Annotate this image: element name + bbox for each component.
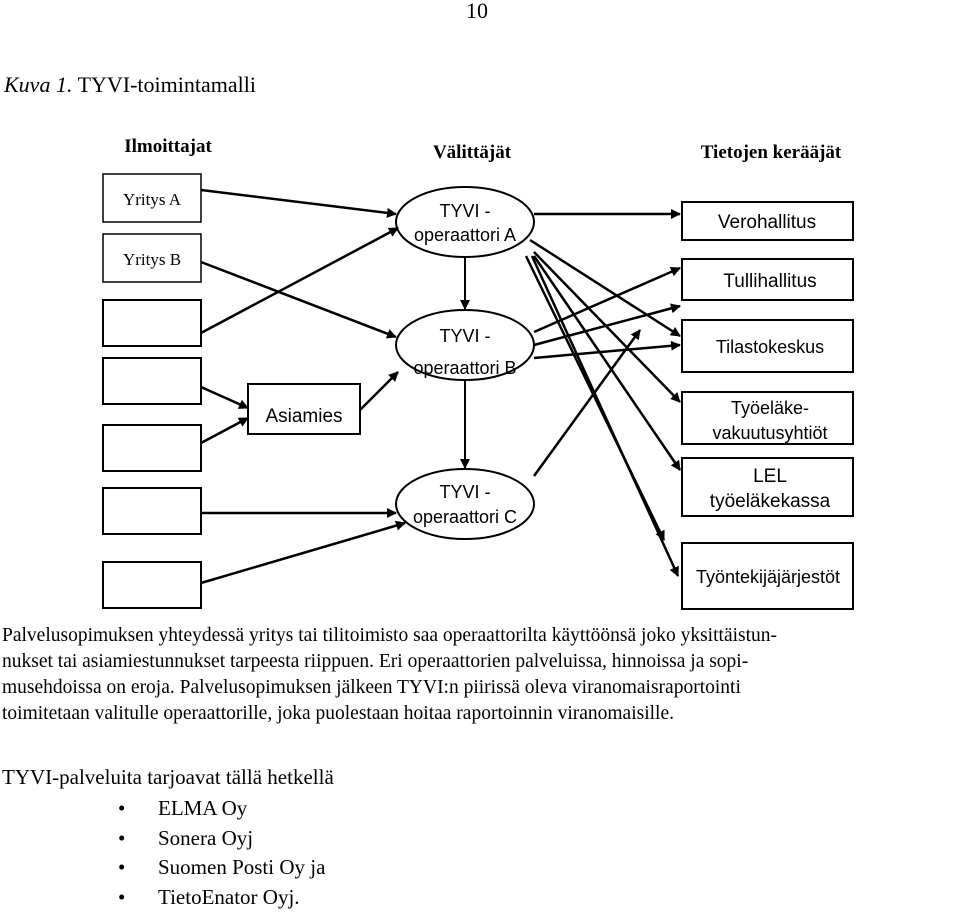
- collector-label-line2: vakuutusyhtiöt: [712, 423, 827, 443]
- collector-lel-tyoelakekassa: [682, 458, 853, 516]
- agent-box: [248, 384, 360, 434]
- collector-label: Tullihallitus: [723, 271, 816, 292]
- reporter-box-yritys-b: [103, 234, 201, 282]
- operator-a-line1: TYVI -: [439, 201, 490, 221]
- bullet-icon: •: [118, 883, 125, 912]
- operator-c: [396, 469, 534, 539]
- list-item: [118, 824, 325, 854]
- collector-label-line2: työeläkekassa: [710, 491, 831, 512]
- services-list: [118, 794, 325, 912]
- reporter-box-empty: [103, 300, 201, 346]
- bullet-icon: •: [118, 853, 125, 883]
- paragraph-line: musehdoissa on eroja. Palvelusopimuksen jälkeen TYVI:n piirissä oleva viranomaisraportointi: [2, 675, 957, 701]
- operator-a-line2: operaattori A: [414, 225, 516, 245]
- service-provider: ELMA Oy: [158, 796, 247, 820]
- collector-label-line1: LEL: [753, 466, 787, 487]
- arrow-operator-a-to-tyontekijajarjestot-long: [532, 256, 678, 576]
- list-item: [118, 794, 325, 824]
- operator-c-line1: TYVI -: [439, 482, 490, 502]
- arrow-reporter-to-operator-c: [201, 523, 405, 583]
- collector-tyoelakevakuutusyhtiot: [682, 392, 853, 444]
- arrow-operator-b-to-tyoelakevakuutusyhtiot: [534, 306, 680, 345]
- bullet-icon: •: [118, 824, 125, 854]
- arrow-agent-to-operator-b: [360, 372, 398, 410]
- list-item: [118, 883, 325, 912]
- paragraph-line: Palvelusopimuksen yhteydessä yritys tai tilitoimisto saa operaattorilta käyttöönsä joko yksittäistun-: [2, 623, 957, 649]
- services-heading: TYVI-palveluita tarjoavat tällä hetkellä: [2, 765, 334, 790]
- reporter-label: Yritys B: [123, 250, 181, 269]
- operator-a: [396, 187, 534, 257]
- arrow-operator-a-to-tilastokeskus: [530, 240, 680, 336]
- collector-label: Työntekijäjärjestöt: [696, 567, 840, 587]
- operator-b-line2: operaattori B: [413, 358, 516, 378]
- reporter-box-empty: [103, 562, 201, 608]
- header-intermediaries: Välittäjät: [433, 142, 512, 163]
- service-provider: TietoEnator Oyj.: [158, 885, 300, 909]
- collector-label: Tilastokeskus: [716, 337, 824, 357]
- reporter-box-yritys-a: [103, 174, 201, 222]
- bullet-icon: •: [118, 794, 125, 824]
- agent-label: Asiamies: [265, 406, 342, 427]
- list-item: [118, 853, 325, 883]
- arrow-reporter-to-agent: [201, 387, 248, 408]
- operator-c-line2: operaattori C: [413, 507, 517, 527]
- arrow-reporter-to-operator-a: [201, 228, 398, 333]
- arrow-yritys-b-to-operator-b: [201, 262, 396, 337]
- service-provider: Suomen Posti Oy ja: [158, 855, 325, 879]
- paragraph-line: toimitetaan valitulle operaattorille, joka puolestaan hoitaa raportoinnin viranomaisille.: [2, 701, 957, 727]
- body-paragraph: [2, 623, 957, 727]
- header-reporters: Ilmoittajat: [124, 136, 212, 157]
- operator-b-line1: TYVI -: [439, 326, 490, 346]
- paragraph-line: nukset tai asiamiestunnukset tarpeesta riippuen. Eri operaattorien palveluissa, hinnoissa ja sopi-: [2, 649, 957, 675]
- operator-b: [396, 310, 534, 380]
- arrow-operator-b-to-tilastokeskus: [534, 345, 680, 358]
- caption-label: Kuva 1.: [4, 72, 72, 97]
- caption-title: TYVI-toimintamalli: [78, 72, 256, 97]
- service-provider: Sonera Oyj: [158, 826, 253, 850]
- collector-tyontekijajarjestot: [682, 543, 853, 609]
- collector-tilastokeskus: [682, 320, 853, 372]
- reporter-box-empty: [103, 488, 201, 534]
- arrow-yritys-a-to-operator-a: [201, 190, 396, 214]
- collector-verohallitus: [682, 202, 853, 240]
- collector-label: Verohallitus: [718, 212, 816, 233]
- arrow-reporter-to-agent: [201, 418, 248, 443]
- page-number: 10: [466, 0, 488, 24]
- header-collectors: Tietojen kerääjät: [701, 142, 842, 163]
- collector-label-line1: Työeläke-: [731, 398, 809, 418]
- arrow-operator-a-to-tyoelakevakuutusyhtiot: [534, 252, 680, 402]
- reporter-box-empty: [103, 425, 201, 471]
- reporter-label: Yritys A: [123, 190, 182, 209]
- collector-tullihallitus: [682, 259, 853, 300]
- reporter-box-empty: [103, 358, 201, 404]
- arrow-operator-c-to-tilastokeskus: [534, 330, 640, 476]
